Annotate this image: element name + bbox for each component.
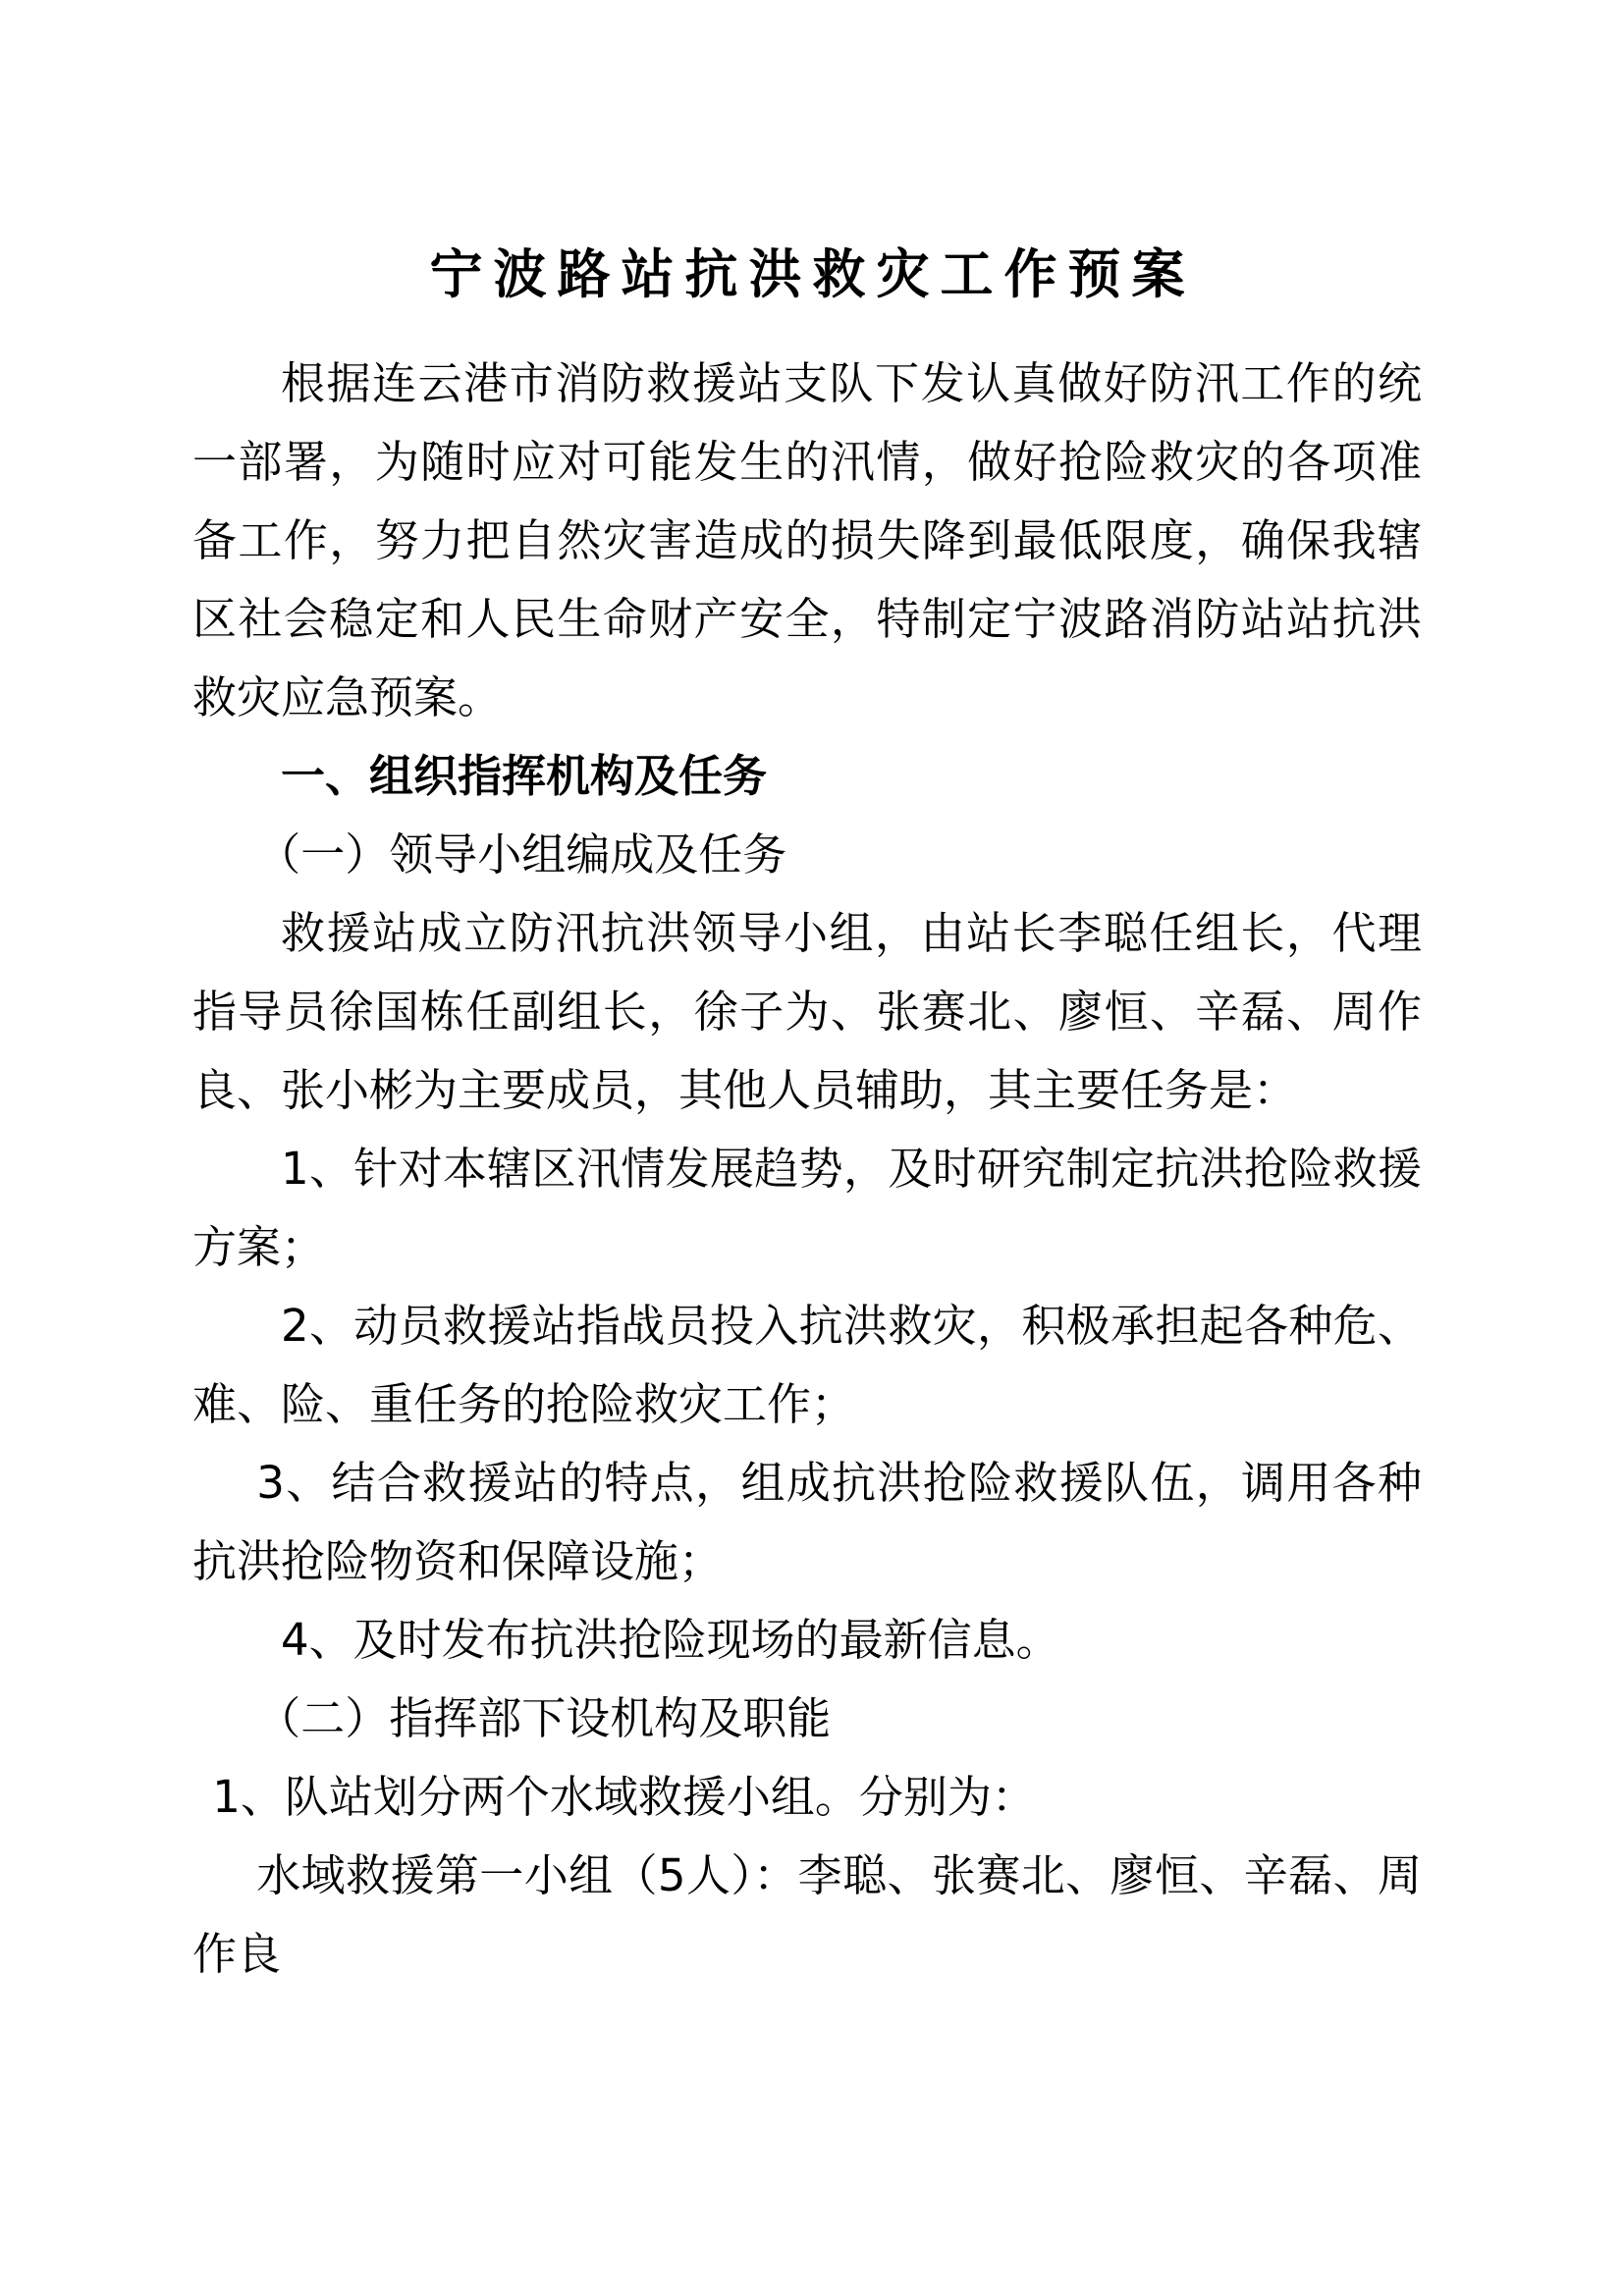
page-title: 宁波路站抗洪救灾工作预案 — [429, 243, 1196, 305]
document-body — [192, 0, 1422, 1994]
paragraph-leading-group: 救援站成立防汛抗洪领导小组，由站长李聪任组长，代理指导员徐国栋任副组长，徐子为、张赛北、廖恒、辛磊、周作良、张小彬为主要成员，其他人员辅助，其主要任务是： — [192, 906, 1422, 1116]
paragraph-water-rescue-group-1: 水域救援第一小组（5人）：李聪、张赛北、廖恒、辛磊、周作良 — [192, 1848, 1422, 1980]
paragraph-task-1: 1、针对本辖区汛情发展趋势，及时研究制定抗洪抢险救援方案； — [192, 1142, 1422, 1273]
paragraph-task-2: 2、动员救援站指战员投入抗洪救灾，积极承担起各种危、难、险、重任务的抢险救灾工作； — [192, 1299, 1422, 1430]
section-heading-one: 一、组织指挥机构及任务 — [281, 749, 768, 802]
paragraph-intro: 根据连云港市消防救援站支队下发认真做好防汛工作的统一部署，为随时应对可能发生的汛情，做好抢险救灾的各项准备工作，努力把自然灾害造成的损失降到最低限度，确保我辖区社会稳定和人民生命财产安全，特制定宁波路消防站站抗洪救灾应急预案。 — [192, 356, 1422, 723]
paragraph-task-4: 4、及时发布抗洪抢险现场的最新信息。 — [281, 1613, 1060, 1666]
subsection-heading-one: （一）领导小组编成及任务 — [256, 828, 787, 881]
paragraph-org-item-1: 1、队站划分两个水域救援小组。分别为： — [212, 1770, 1036, 1823]
subsection-heading-two: （二）指挥部下设机构及职能 — [256, 1691, 832, 1744]
paragraph-task-3: 3、结合救援站的特点，组成抗洪抢险救援队伍，调用各种抗洪抢险物资和保障设施； — [192, 1456, 1422, 1587]
